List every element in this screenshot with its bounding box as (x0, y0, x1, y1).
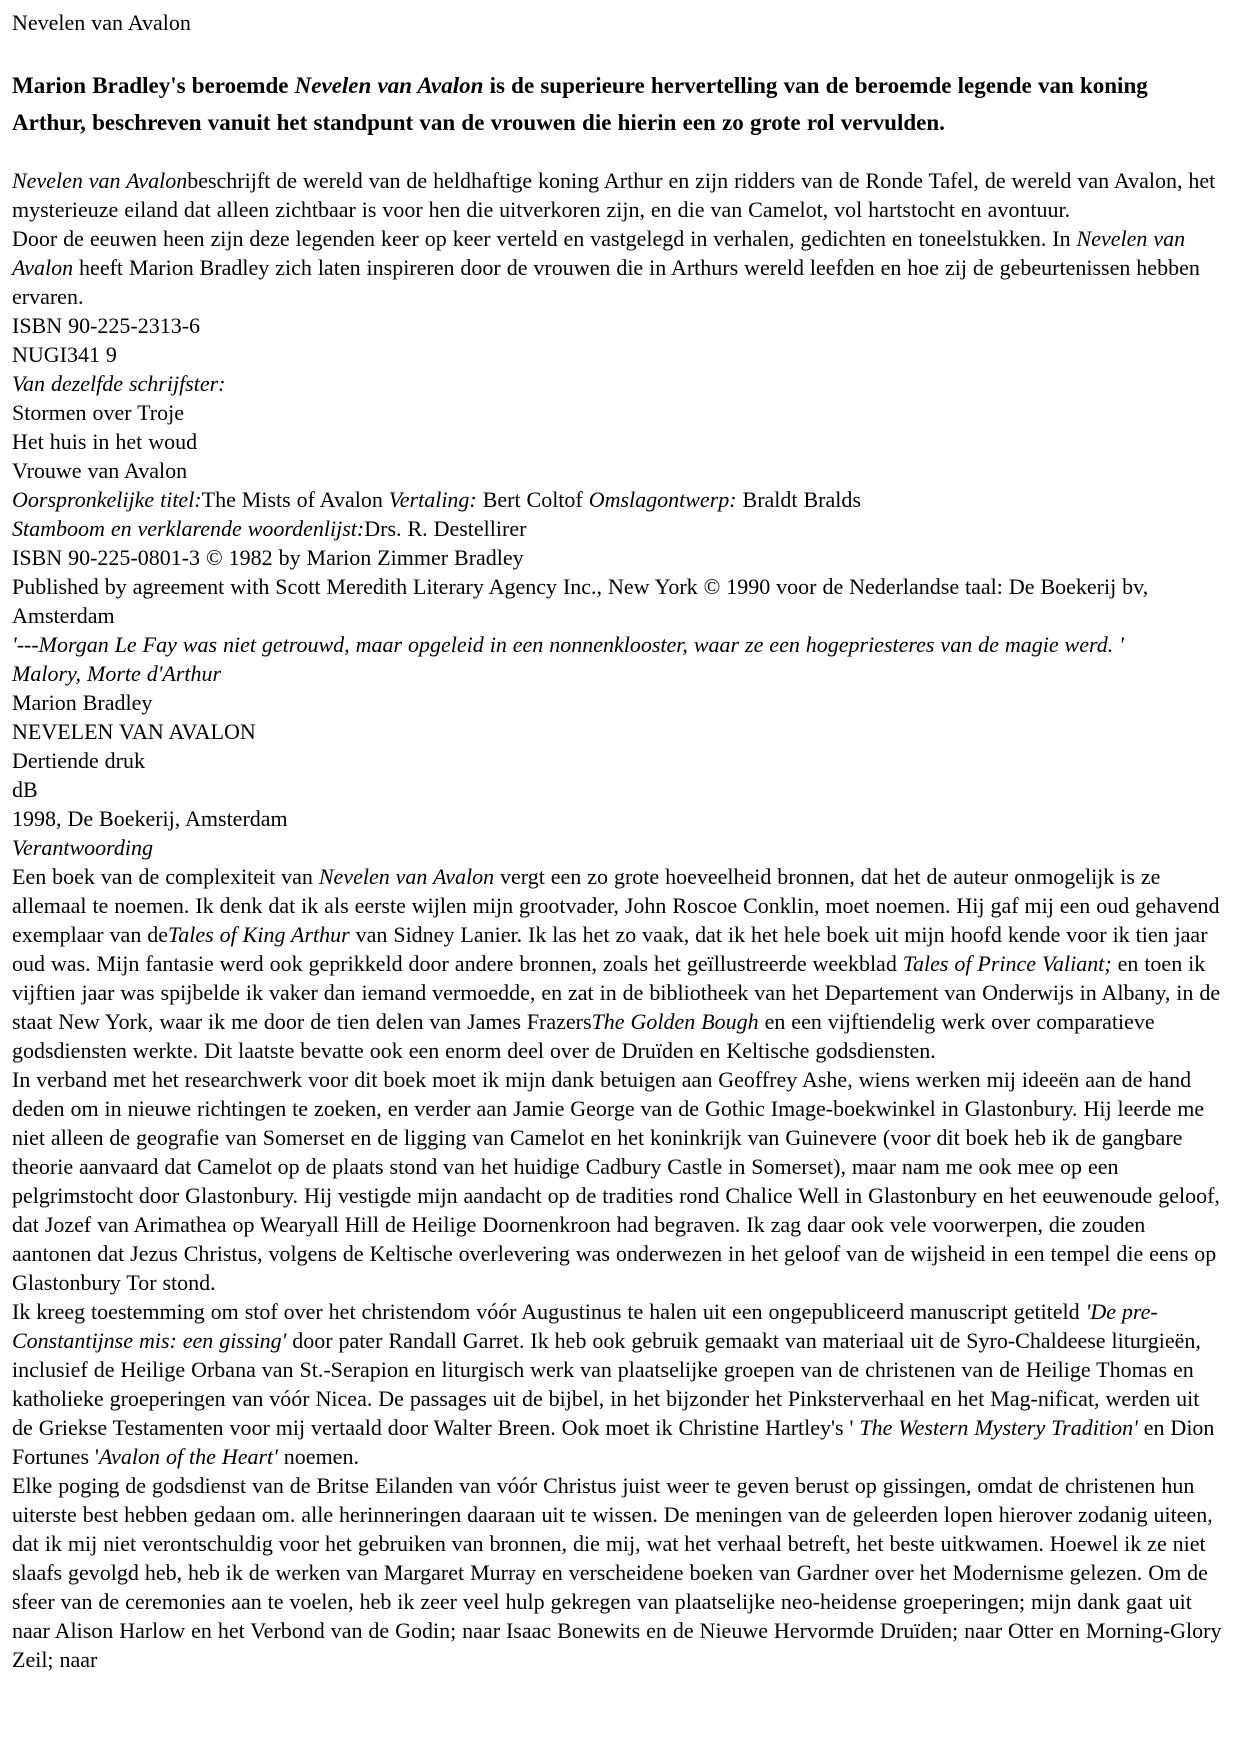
paragraph (12, 224, 1226, 311)
text-segment: Marion Bradley's beroemde (12, 73, 295, 98)
text-segment: Het huis in het woud (12, 429, 198, 454)
text-segment: Nevelen van Avalon (294, 73, 484, 98)
paragraph (12, 862, 1226, 1065)
paragraph (12, 166, 1226, 224)
text-segment: Nevelen van Avalon (12, 168, 188, 193)
text-segment: dB (12, 777, 38, 802)
text-segment: The Mists of Avalon (201, 487, 389, 512)
text-segment: NEVELEN VAN AVALON (12, 719, 256, 744)
text-segment: Drs. R. Destellirer (364, 516, 527, 541)
text-segment: Published by agreement with Scott Meredith Literary Agency Inc., New York © 1990 voor de Nederlandse taal: De Boekerij bv, Amsterdam (12, 574, 1149, 628)
paragraph (12, 1471, 1226, 1674)
paragraph (12, 514, 1226, 543)
paragraph (12, 1065, 1226, 1297)
paragraph (12, 717, 1226, 746)
text-segment: Omslagontwerp: (588, 487, 737, 512)
text-segment: The Western Mystery Tradition' (859, 1415, 1138, 1440)
paragraph (12, 804, 1226, 833)
paragraph (12, 369, 1226, 398)
text-segment: '---Morgan Le Fay was niet getrouwd, maar opgeleid in een nonnenklooster, waar ze een hogepriesteres van de magie werd. ' (12, 632, 1124, 657)
paragraph (12, 630, 1226, 659)
text-segment: Door de eeuwen heen zijn deze legenden keer op keer verteld en vastgelegd in verhalen, gedichten en toneelstukken. In (12, 226, 1077, 251)
paragraph (12, 688, 1226, 717)
text-segment: 'De pre-Constantijnse mis: een gissing' (12, 1299, 1158, 1353)
text-segment: door pater Randall Garret. Ik heb ook gebruik gemaakt van materiaal uit de Syro-Chaldeese liturgieën, inclusief de Heilige Orbana van St.-Serapion en liturgisch werk van plaatselijke groepen van de christenen van de Heilige Thomas en katholieke groeperingen van vóór Nicea. De passages uit de bijbel, in het bijzonder het Pinksterverhaal en het Mag-nificat, werden uit de Griekse Testamenten voor mij vertaald door Walter Breen. Ook moet ik Christine Hartley's ' (12, 1328, 1201, 1440)
text-segment: Malory, Morte d'Arthur (12, 661, 222, 686)
text-segment: Elke poging de godsdienst van de Britse Eilanden van vóór Christus juist weer te geven berust op gissingen, omdat de christenen hun uiterste best hebben gedaan om. alle herinneringen daaraan uit te wissen. De meningen van de geleerden lopen hierover zodanig uiteen, dat ik mij niet verontschuldig voor het gebruiken van bronnen, die mij, wat het verhaal betreft, het beste uitkwamen. Hoewel ik ze niet slaafs gevolgd heb, heb ik de werken van Margaret Murray en verscheidene boeken van Gardner over het Modernisme gelezen. Om de sfeer van de ceremonies aan te voelen, heb ik zeer veel hulp gekregen van plaatselijke neo-heidense groeperingen; mijn dank gaat uit naar Alison Harlow en het Verbond van de Godin; naar Isaac Bonewits en de Nieuwe Hervormde Druïden; naar Otter en Morning-Glory Zeil; naar (12, 1473, 1222, 1672)
text-segment: Braldt Bralds (736, 487, 861, 512)
paragraph (12, 311, 1226, 340)
paragraph (12, 572, 1226, 630)
text-segment: Tales of Prince Valiant; (902, 951, 1112, 976)
text-segment: Stormen over Troje (12, 400, 184, 425)
text-segment: Nevelen van Avalon (12, 226, 1186, 280)
text-segment: Marion Bradley (12, 690, 153, 715)
text-segment: ISBN 90-225-2313-6 (12, 313, 201, 338)
text-segment: beschrijft de wereld van de heldhaftige koning Arthur en zijn ridders van de Ronde Tafel, de wereld van Avalon, het mysterieuze eiland dat alleen zichtbaar is voor hen die uitverkoren zijn, en die van Camelot, vol hartstocht en avontuur. (12, 168, 1216, 222)
text-segment: noemen. (277, 1444, 359, 1469)
text-segment: Vrouwe van Avalon (12, 458, 188, 483)
text-segment: Nevelen van Avalon (12, 10, 191, 35)
page-title (12, 8, 1226, 37)
text-segment: Ik kreeg toestemming om stof over het christendom vóór Augustinus te halen uit een ongepubliceerd manuscript getiteld (12, 1299, 1086, 1324)
text-segment: 1998, De Boekerij, Amsterdam (12, 806, 288, 831)
text-segment: van Sidney Lanier. Ik las het zo vaak, dat ik het hele boek uit mijn hoofd kende voor ik tien jaar oud was. Mijn fantasie werd ook geprikkeld door andere bronnen, zoals het geïllustreerde weekblad (12, 922, 1208, 976)
text-segment: en een vijftiendelig werk over comparatieve godsdiensten werkte. Dit laatste bevatte ook een enorm deel over de Druïden en Keltische godsdiensten. (12, 1009, 1155, 1063)
paragraph (12, 543, 1226, 572)
text-segment: heeft Marion Bradley zich laten inspireren door de vrouwen die in Arthurs wereld leefden en hoe zij de gebeurtenissen hebben ervaren. (12, 255, 1200, 309)
paragraph (12, 775, 1226, 804)
text-segment: vergt een zo grote hoeveelheid bronnen, dat het de auteur onmogelijk is ze allemaal te noemen. Ik denk dat ik als eerste wijlen mijn grootvader, John Roscoe Conklin, moet noemen. Hij gaf mij een oud gehavend exemplaar van de (12, 864, 1220, 947)
text-segment: The Golden Bough (591, 1009, 759, 1034)
text-segment: Vertaling: (388, 487, 477, 512)
paragraph (12, 340, 1226, 369)
paragraph (12, 659, 1226, 688)
text-segment: ISBN 90-225-0801-3 © 1982 by Marion Zimmer Bradley (12, 545, 524, 570)
text-segment: Van dezelfde schrijfster: (12, 371, 226, 396)
text-segment: en Dion Fortunes ' (12, 1415, 1215, 1469)
text-segment: Dertiende druk (12, 748, 145, 773)
paragraph (12, 427, 1226, 456)
paragraph (12, 746, 1226, 775)
text-segment: NUGI341 9 (12, 342, 117, 367)
text-segment: Avalon of the Heart' (98, 1444, 278, 1469)
paragraph (12, 67, 1226, 141)
paragraph (12, 833, 1226, 862)
text-segment: Verantwoording (12, 835, 153, 860)
text-segment: Nevelen van Avalon (318, 864, 495, 889)
text-segment: Oorspronkelijke titel: (12, 487, 202, 512)
paragraph (12, 456, 1226, 485)
paragraph (12, 485, 1226, 514)
text-segment: Bert Coltof (476, 487, 589, 512)
text-segment: Stamboom en verklarende woordenlijst: (12, 516, 365, 541)
paragraph (12, 1297, 1226, 1471)
paragraph (12, 398, 1226, 427)
text-segment: en toen ik vijftien jaar was spijbelde ik vaker dan iemand vermoedde, en zat in de bibliotheek van het Departement van Onderwijs in Albany, in de staat New York, waar ik me door de tien delen van James Frazers (12, 951, 1221, 1034)
text-segment: In verband met het researchwerk voor dit boek moet ik mijn dank betuigen aan Geoffrey Ashe, wiens werken mij ideeën aan de hand deden om in nieuwe richtingen te zoeken, en verder aan Jamie George van de Gothic Image-boekwinkel in Glastonbury. Hij leerde me niet alleen de geografie van Somerset en de ligging van Camelot en het koninkrijk van Guinevere (voor dit boek heb ik de gangbare theorie aanvaard dat Camelot op de plaats stond van het huidige Cadbury Castle in Somerset), maar nam me ook mee op een pelgrimstocht door Glastonbury. Hij vestigde mijn aandacht op de tradities rond Chalice Well in Glastonbury en het eeuwenoude geloof, dat Jozef van Arimathea op Wearyall Hill de Heilige Doornenkroon had begraven. Ik zag daar ook vele voorwerpen, die zouden aantonen dat Jezus Christus, volgens de Keltische overlevering was onderwezen in het geloof van de wijsheid in een tempel die eens op Glastonbury Tor stond. (12, 1067, 1220, 1295)
text-segment: is de superieure hervertelling van de beroemde legende van koning Arthur, beschreven vanuit het standpunt van de vrouwen die hierin een zo grote rol vervulden. (12, 73, 1148, 135)
text-segment: Tales of King Arthur (168, 922, 350, 947)
text-segment: Een boek van de complexiteit van (12, 864, 319, 889)
